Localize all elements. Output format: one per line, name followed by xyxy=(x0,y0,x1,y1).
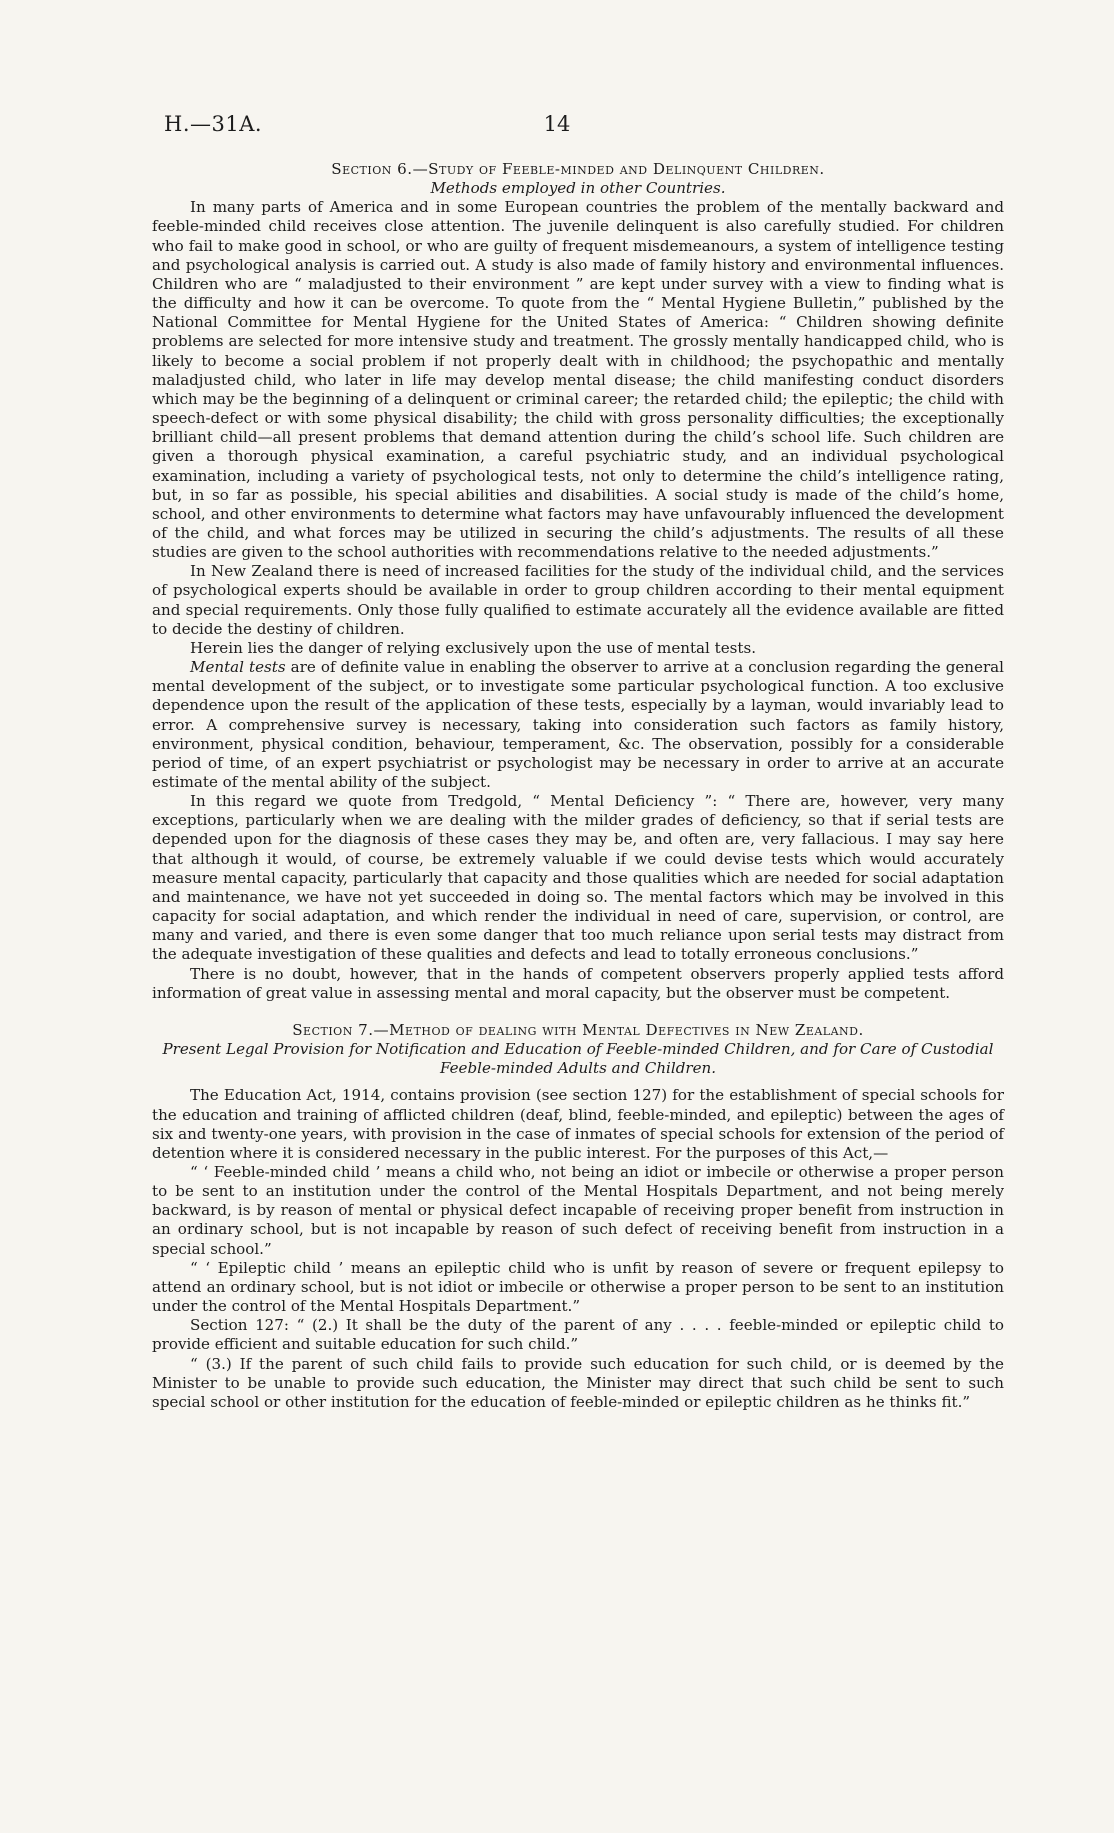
paragraph-mental-tests xyxy=(152,658,1004,792)
paragraph: Herein lies the danger of relying exclusively upon the use of mental tests. xyxy=(190,638,757,657)
paragraph: There is no doubt, however, that in the hands of competent observers properly applied tests afford information of great value in assessing mental and moral capacity, but the observer must be competent. xyxy=(152,964,1004,1002)
paragraph: In New Zealand there is need of increased facilities for the study of the individual child, and the services of psychological experts should be available in order to group children according to their mental equipment and special requirements. Only those fully qualified to estimate accurately all the evidence available are fitted to decide the destiny of children. xyxy=(152,562,1004,638)
subheading-gap xyxy=(152,1078,1004,1086)
quoted-section: “ (3.) If the parent of such child fails to provide such education for such child, or is deemed by the Minister to be unable to provide such education, the Minister may direct that such child be sent to such special school or other institution for the education of feeble-minded or epileptic children as he thinks fit.” xyxy=(152,1354,1004,1411)
quoted-definition: “ ‘ Feeble-minded child ’ means a child who, not being an idiot or imbecile or otherwise a proper person to be sent to an institution under the control of the Mental Hospitals Department, and not being merely backward, is by reason of mental or physical defect incapable of receiving proper benefit from instruction in an ordinary school, but is not incapable by reason of such defect of receiving benefit from instruction in a special school.” xyxy=(152,1162,1004,1258)
page-number: 14 xyxy=(543,112,571,136)
section-7-heading: Section 7.—Method of dealing with Mental Defectives in New Zealand. xyxy=(292,1020,864,1039)
quoted-section: Section 127: “ (2.) It shall be the duty of the parent of any . . . . feeble-minded or epileptic child to provide efficient and suitable education for such child.” xyxy=(152,1316,1004,1354)
document-reference: H.—31A. xyxy=(164,112,263,136)
mental-tests-lead: Mental tests xyxy=(190,658,286,677)
section-6-heading: Section 6.—Study of Feeble-minded and Delinquent Children. xyxy=(331,160,825,178)
paragraph: In many parts of America and in some European countries the problem of the mentally backward and feeble-minded child receives close attention. The juvenile delinquent is also carefully studied. For children who fail to make good in school, or who are guilty of frequent misdemeanours, a system of intelligence testing and psychological analysis is carried out. A study is also made of family history and environmental influences. Children who are “ maladjusted to their environment ” are kept under survey with a view to finding what is the difficulty and how it can be overcome. To quote from the “ Mental Hygiene Bulletin,” published by the National Committee for Mental Hygiene for the United States of America: “ Children showing definite problems are selected for more intensive study and treatment. The grossly mentally handicapped child, who is likely to become a social problem if not properly dealt with in childhood; the psychopathic and mentally maladjusted child, who later in life may develop mental disease; the child manifesting conduct disorders which may be the beginning of a delinquent or criminal career; the retarded child; the epileptic; the child with speech-defect or with some physical disability; the child with gross personality difficulties; the exceptionally brilliant child—all present problems that demand attention during the child’s school life. Such children are given a thorough physical examination, a careful psychiatric study, and an individual psychological examination, including a variety of psychological tests, not only to determine the child’s intelligence rating, but, in so far as possible, his special abilities and disabilities. A social study is made of the child’s home, school, and other environments to determine what factors may have unfavourably influenced the development of the child, and what forces may be utilized in securing the child’s adjustments. The results of all these studies are given to the school authorities with recommendations relative to the needed adjustments.” xyxy=(152,198,1004,562)
section-7-subheading: Present Legal Provision for Notification and Education of Feeble-minded Children, and for Care of Custodial Feeble-minded Adults and Children. xyxy=(162,1040,994,1078)
document-body xyxy=(152,160,1004,1412)
section-gap xyxy=(152,1003,1004,1021)
mental-tests-text: are of definite value in enabling the observer to arrive at a conclusion regarding the general mental development of the subject, or to investigate some particular psychological function. A too exclusive dependence upon the result of the application of these tests, especially by a layman, would invariably lead to error. A comprehensive survey is necessary, taking into consideration such factors as family history, environment, physical condition, behaviour, temperament, &c. The observation, possibly for a considerable period of time, of an expert psychiatrist or psychologist may be necessary in order to arrive at an accurate estimate of the mental ability of the subject. xyxy=(152,658,1004,791)
section-6-subheading: Methods employed in other Countries. xyxy=(430,179,726,198)
quoted-definition: “ ‘ Epileptic child ’ means an epileptic child who is unfit by reason of severe or frequent epilepsy to attend an ordinary school, but is not idiot or imbecile or otherwise a proper person to be sent to an institution under the control of the Mental Hospitals Department.” xyxy=(152,1258,1004,1316)
paragraph: In this regard we quote from Tredgold, “ Mental Deficiency ”: “ There are, however, very many exceptions, particularly when we are dealing with the milder grades of deficiency, so that if serial tests are depended upon for the diagnosis of these cases they may be, and often are, very fallacious. I may say here that although it would, of course, be extremely valuable if we could devise tests which would accurately measure mental capacity, particularly that capacity and those qualities which are needed for social adaptation and maintenance, we have not yet succeeded in doing so. The mental factors which may be involved in this capacity for social adaptation, and which render the individual in need of care, supervision, or control, are many and varied, and there is even some danger that too much reliance upon serial tests may distract from the adequate investigation of these qualities and defects and lead to totally erroneous conclusions.” xyxy=(152,792,1004,964)
paragraph: The Education Act, 1914, contains provision (see section 127) for the establishment of special schools for the education and training of afflicted children (deaf, blind, feeble-minded, and epileptic) between the ages of six and twenty-one years, with provision in the case of inmates of special schools for extension of the period of detention where it is considered necessary in the public interest. For the purposes of this Act,— xyxy=(152,1086,1004,1162)
page-header xyxy=(152,112,962,142)
